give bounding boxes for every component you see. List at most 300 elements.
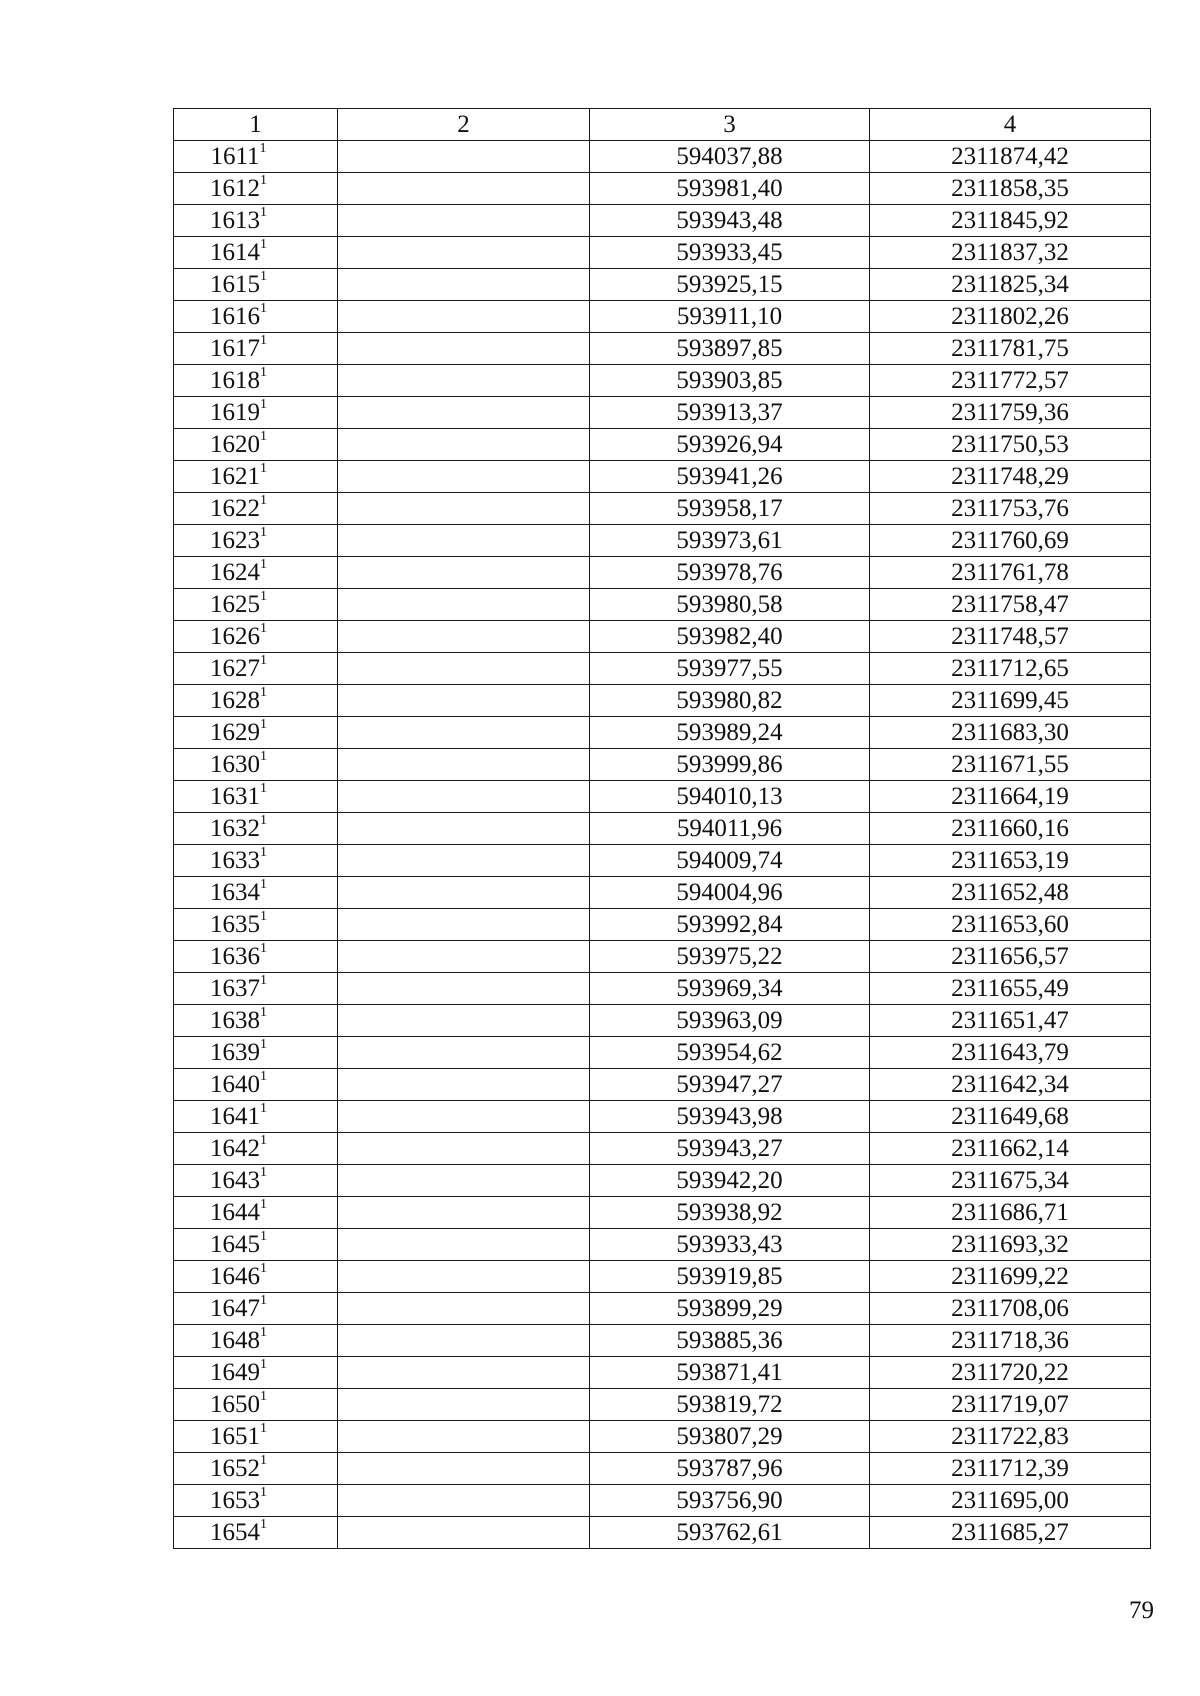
y-coordinate-cell: 2311660,16 (870, 813, 1151, 845)
point-number: 1637 (210, 975, 260, 1002)
point-number: 1623 (210, 527, 260, 554)
column-header-4: 4 (870, 109, 1151, 141)
point-number-cell (174, 493, 338, 525)
point-number-cell (174, 1101, 338, 1133)
x-coordinate-cell: 594011,96 (590, 813, 870, 845)
x-coordinate-cell: 593903,85 (590, 365, 870, 397)
table-row (174, 429, 1151, 461)
point-number: 1649 (210, 1359, 260, 1386)
y-coordinate-cell: 2311653,19 (870, 845, 1151, 877)
point-number-cell (174, 1453, 338, 1485)
x-coordinate-cell: 593992,84 (590, 909, 870, 941)
point-number: 1614 (210, 239, 260, 266)
table-row (174, 845, 1151, 877)
column-2-cell (338, 1069, 590, 1101)
column-2-cell (338, 621, 590, 653)
point-number-cell (174, 653, 338, 685)
x-coordinate-cell: 594010,13 (590, 781, 870, 813)
point-number-cell (174, 589, 338, 621)
x-coordinate-cell: 593919,85 (590, 1261, 870, 1293)
point-number-cell (174, 269, 338, 301)
column-2-cell (338, 1517, 590, 1549)
table-row (174, 1197, 1151, 1229)
point-number: 1647 (210, 1295, 260, 1322)
table-row (174, 653, 1151, 685)
x-coordinate-cell: 593999,86 (590, 749, 870, 781)
column-header-2: 2 (338, 109, 590, 141)
y-coordinate-cell: 2311685,27 (870, 1517, 1151, 1549)
column-2-cell (338, 1453, 590, 1485)
y-coordinate-cell: 2311664,19 (870, 781, 1151, 813)
table-row (174, 173, 1151, 205)
point-number-cell (174, 301, 338, 333)
point-number: 1643 (210, 1167, 260, 1194)
table-row (174, 1261, 1151, 1293)
table-row (174, 1325, 1151, 1357)
x-coordinate-cell: 593897,85 (590, 333, 870, 365)
x-coordinate-cell: 593756,90 (590, 1485, 870, 1517)
column-2-cell (338, 429, 590, 461)
point-number-cell (174, 365, 338, 397)
point-number: 1621 (210, 463, 260, 490)
point-number-superscript: 1 (260, 1228, 267, 1244)
point-number-superscript: 1 (260, 1132, 267, 1148)
point-number-superscript: 1 (260, 396, 267, 412)
x-coordinate-cell: 593943,48 (590, 205, 870, 237)
point-number-superscript: 1 (260, 1356, 267, 1372)
point-number-cell (174, 1069, 338, 1101)
point-number-superscript: 1 (260, 780, 267, 796)
point-number-superscript: 1 (260, 940, 267, 956)
y-coordinate-cell: 2311722,83 (870, 1421, 1151, 1453)
point-number-superscript: 1 (259, 140, 267, 156)
x-coordinate-cell: 593978,76 (590, 557, 870, 589)
column-header-1: 1 (174, 109, 338, 141)
y-coordinate-cell: 2311761,78 (870, 557, 1151, 589)
point-number-cell (174, 1261, 338, 1293)
point-number-cell (174, 237, 338, 269)
point-number-cell (174, 845, 338, 877)
point-number-superscript: 1 (260, 844, 267, 860)
point-number: 1652 (210, 1455, 260, 1482)
table-row (174, 333, 1151, 365)
point-number-cell (174, 781, 338, 813)
point-number-superscript: 1 (260, 300, 267, 316)
point-number: 1645 (210, 1231, 260, 1258)
column-2-cell (338, 1229, 590, 1261)
point-number: 1630 (210, 751, 260, 778)
y-coordinate-cell: 2311712,65 (870, 653, 1151, 685)
point-number-cell (174, 973, 338, 1005)
y-coordinate-cell: 2311753,76 (870, 493, 1151, 525)
point-number-cell (174, 525, 338, 557)
table-row (174, 1101, 1151, 1133)
table-row (174, 1453, 1151, 1485)
column-header-3: 3 (590, 109, 870, 141)
x-coordinate-cell: 593943,98 (590, 1101, 870, 1133)
column-2-cell (338, 205, 590, 237)
y-coordinate-cell: 2311699,45 (870, 685, 1151, 717)
point-number: 1613 (210, 207, 260, 234)
point-number-cell (174, 1325, 338, 1357)
y-coordinate-cell: 2311718,36 (870, 1325, 1151, 1357)
column-2-cell (338, 1357, 590, 1389)
point-number-cell (174, 397, 338, 429)
point-number-cell (174, 461, 338, 493)
point-number: 1631 (210, 783, 260, 810)
x-coordinate-cell: 593977,55 (590, 653, 870, 685)
point-number-superscript: 1 (260, 1100, 267, 1116)
y-coordinate-cell: 2311760,69 (870, 525, 1151, 557)
table-row (174, 1357, 1151, 1389)
table-row (174, 1485, 1151, 1517)
point-number-cell (174, 557, 338, 589)
x-coordinate-cell: 593941,26 (590, 461, 870, 493)
table-header-row (174, 109, 1151, 141)
point-number: 1622 (210, 495, 260, 522)
x-coordinate-cell: 593958,17 (590, 493, 870, 525)
y-coordinate-cell: 2311781,75 (870, 333, 1151, 365)
column-2-cell (338, 365, 590, 397)
point-number: 1653 (210, 1487, 260, 1514)
x-coordinate-cell: 593947,27 (590, 1069, 870, 1101)
x-coordinate-cell: 593942,20 (590, 1165, 870, 1197)
table-row (174, 813, 1151, 845)
point-number: 1654 (210, 1519, 260, 1546)
y-coordinate-cell: 2311655,49 (870, 973, 1151, 1005)
x-coordinate-cell: 593911,10 (590, 301, 870, 333)
point-number: 1625 (210, 591, 260, 618)
table-row (174, 621, 1151, 653)
column-2-cell (338, 781, 590, 813)
table-row (174, 205, 1151, 237)
point-number: 1642 (210, 1135, 260, 1162)
x-coordinate-cell: 593938,92 (590, 1197, 870, 1229)
point-number-cell (174, 685, 338, 717)
point-number-superscript: 1 (260, 556, 267, 572)
table-row (174, 941, 1151, 973)
column-2-cell (338, 1005, 590, 1037)
page-number: 79 (1129, 1597, 1154, 1624)
y-coordinate-cell: 2311837,32 (870, 237, 1151, 269)
y-coordinate-cell: 2311719,07 (870, 1389, 1151, 1421)
column-2-cell (338, 1165, 590, 1197)
point-number-cell (174, 141, 338, 173)
point-number-cell (174, 1133, 338, 1165)
table-row (174, 397, 1151, 429)
point-number-superscript: 1 (260, 908, 267, 924)
point-number-superscript: 1 (260, 1036, 267, 1052)
point-number-cell (174, 1197, 338, 1229)
table-row (174, 909, 1151, 941)
y-coordinate-cell: 2311652,48 (870, 877, 1151, 909)
point-number: 1632 (210, 815, 260, 842)
point-number: 1617 (210, 335, 260, 362)
y-coordinate-cell: 2311802,26 (870, 301, 1151, 333)
table-row (174, 685, 1151, 717)
y-coordinate-cell: 2311693,32 (870, 1229, 1151, 1261)
y-coordinate-cell: 2311772,57 (870, 365, 1151, 397)
column-2-cell (338, 1261, 590, 1293)
table-row (174, 493, 1151, 525)
point-number: 1634 (210, 879, 260, 906)
table-row (174, 1229, 1151, 1261)
column-2-cell (338, 909, 590, 941)
point-number: 1624 (210, 559, 260, 586)
point-number: 1620 (210, 431, 260, 458)
point-number-superscript: 1 (260, 204, 267, 220)
point-number: 1616 (210, 303, 260, 330)
point-number-superscript: 1 (260, 1196, 267, 1212)
x-coordinate-cell: 593933,45 (590, 237, 870, 269)
point-number-superscript: 1 (260, 1484, 267, 1500)
point-number-superscript: 1 (260, 1516, 267, 1532)
y-coordinate-cell: 2311686,71 (870, 1197, 1151, 1229)
table-row (174, 237, 1151, 269)
point-number-superscript: 1 (260, 1388, 267, 1404)
point-number: 1635 (210, 911, 260, 938)
column-2-cell (338, 845, 590, 877)
x-coordinate-cell: 593969,34 (590, 973, 870, 1005)
point-number: 1639 (210, 1039, 260, 1066)
column-2-cell (338, 173, 590, 205)
x-coordinate-cell: 593899,29 (590, 1293, 870, 1325)
column-2-cell (338, 877, 590, 909)
x-coordinate-cell: 593954,62 (590, 1037, 870, 1069)
point-number-superscript: 1 (260, 748, 267, 764)
y-coordinate-cell: 2311720,22 (870, 1357, 1151, 1389)
table-row (174, 1293, 1151, 1325)
point-number: 1633 (210, 847, 260, 874)
y-coordinate-cell: 2311708,06 (870, 1293, 1151, 1325)
x-coordinate-cell: 593973,61 (590, 525, 870, 557)
table-body (174, 141, 1151, 1549)
x-coordinate-cell: 593943,27 (590, 1133, 870, 1165)
table-row (174, 877, 1151, 909)
y-coordinate-cell: 2311748,29 (870, 461, 1151, 493)
x-coordinate-cell: 593787,96 (590, 1453, 870, 1485)
column-2-cell (338, 525, 590, 557)
point-number-superscript: 1 (260, 1260, 267, 1276)
column-2-cell (338, 973, 590, 1005)
point-number: 1648 (210, 1327, 260, 1354)
x-coordinate-cell: 593925,15 (590, 269, 870, 301)
point-number-superscript: 1 (260, 1068, 267, 1084)
point-number-superscript: 1 (260, 1324, 267, 1340)
table-row (174, 1037, 1151, 1069)
column-2-cell (338, 493, 590, 525)
table-row (174, 1133, 1151, 1165)
table-row (174, 461, 1151, 493)
point-number-cell (174, 429, 338, 461)
column-2-cell (338, 301, 590, 333)
point-number: 1651 (210, 1423, 260, 1450)
column-2-cell (338, 141, 590, 173)
x-coordinate-cell: 593933,43 (590, 1229, 870, 1261)
x-coordinate-cell: 593819,72 (590, 1389, 870, 1421)
x-coordinate-cell: 593762,61 (590, 1517, 870, 1549)
point-number-cell (174, 1165, 338, 1197)
column-2-cell (338, 1037, 590, 1069)
x-coordinate-cell: 594009,74 (590, 845, 870, 877)
y-coordinate-cell: 2311642,34 (870, 1069, 1151, 1101)
column-2-cell (338, 941, 590, 973)
column-2-cell (338, 333, 590, 365)
point-number: 1612 (210, 175, 260, 202)
table-row (174, 269, 1151, 301)
x-coordinate-cell: 593981,40 (590, 173, 870, 205)
x-coordinate-cell: 593807,29 (590, 1421, 870, 1453)
point-number-cell (174, 1293, 338, 1325)
point-number-superscript: 1 (260, 812, 267, 828)
table-row (174, 525, 1151, 557)
column-2-cell (338, 1293, 590, 1325)
y-coordinate-cell: 2311858,35 (870, 173, 1151, 205)
column-2-cell (338, 1421, 590, 1453)
point-number-cell (174, 1229, 338, 1261)
point-number-superscript: 1 (260, 364, 267, 380)
point-number-superscript: 1 (260, 492, 267, 508)
column-2-cell (338, 717, 590, 749)
point-number-superscript: 1 (260, 524, 267, 540)
x-coordinate-cell: 593913,37 (590, 397, 870, 429)
point-number: 1629 (210, 719, 260, 746)
point-number-cell (174, 909, 338, 941)
column-2-cell (338, 1197, 590, 1229)
y-coordinate-cell: 2311653,60 (870, 909, 1151, 941)
column-2-cell (338, 237, 590, 269)
point-number: 1615 (210, 271, 260, 298)
x-coordinate-cell: 593975,22 (590, 941, 870, 973)
point-number: 1644 (210, 1199, 260, 1226)
point-number-cell (174, 1005, 338, 1037)
point-number-cell (174, 333, 338, 365)
point-number: 1628 (210, 687, 260, 714)
column-2-cell (338, 749, 590, 781)
point-number: 1618 (210, 367, 260, 394)
y-coordinate-cell: 2311874,42 (870, 141, 1151, 173)
point-number-superscript: 1 (260, 460, 267, 476)
y-coordinate-cell: 2311712,39 (870, 1453, 1151, 1485)
x-coordinate-cell: 593980,58 (590, 589, 870, 621)
column-2-cell (338, 1101, 590, 1133)
point-number-superscript: 1 (260, 1004, 267, 1020)
x-coordinate-cell: 593982,40 (590, 621, 870, 653)
x-coordinate-cell: 593926,94 (590, 429, 870, 461)
point-number-superscript: 1 (260, 1292, 267, 1308)
point-number-superscript: 1 (260, 172, 267, 188)
point-number: 1626 (210, 623, 260, 650)
y-coordinate-cell: 2311825,34 (870, 269, 1151, 301)
y-coordinate-cell: 2311662,14 (870, 1133, 1151, 1165)
point-number-cell (174, 1389, 338, 1421)
table-row (174, 973, 1151, 1005)
point-number-superscript: 1 (260, 972, 267, 988)
column-2-cell (338, 1325, 590, 1357)
table-row (174, 301, 1151, 333)
point-number: 1650 (210, 1391, 260, 1418)
column-2-cell (338, 685, 590, 717)
column-2-cell (338, 1485, 590, 1517)
point-number-superscript: 1 (260, 652, 267, 668)
y-coordinate-cell: 2311643,79 (870, 1037, 1151, 1069)
y-coordinate-cell: 2311671,55 (870, 749, 1151, 781)
y-coordinate-cell: 2311649,68 (870, 1101, 1151, 1133)
point-number: 1619 (210, 399, 260, 426)
point-number-cell (174, 717, 338, 749)
table-row (174, 1421, 1151, 1453)
x-coordinate-cell: 593980,82 (590, 685, 870, 717)
point-number-superscript: 1 (260, 620, 267, 636)
point-number-cell (174, 173, 338, 205)
point-number-cell (174, 205, 338, 237)
y-coordinate-cell: 2311750,53 (870, 429, 1151, 461)
point-number-superscript: 1 (260, 268, 267, 284)
y-coordinate-cell: 2311675,34 (870, 1165, 1151, 1197)
y-coordinate-cell: 2311758,47 (870, 589, 1151, 621)
y-coordinate-cell: 2311695,00 (870, 1485, 1151, 1517)
point-number-cell (174, 1485, 338, 1517)
point-number: 1638 (210, 1007, 260, 1034)
x-coordinate-cell: 593871,41 (590, 1357, 870, 1389)
point-number: 1636 (210, 943, 260, 970)
point-number-superscript: 1 (260, 332, 267, 348)
table-row (174, 781, 1151, 813)
point-number-superscript: 1 (260, 684, 267, 700)
table-row (174, 1389, 1151, 1421)
column-2-cell (338, 813, 590, 845)
table-row (174, 717, 1151, 749)
point-number: 1611 (210, 143, 260, 170)
column-2-cell (338, 557, 590, 589)
column-2-cell (338, 1133, 590, 1165)
table-row (174, 1069, 1151, 1101)
point-number-superscript: 1 (260, 588, 267, 604)
point-number-superscript: 1 (260, 1420, 267, 1436)
table-row (174, 749, 1151, 781)
x-coordinate-cell: 594037,88 (590, 141, 870, 173)
table-row (174, 141, 1151, 173)
point-number-cell (174, 1421, 338, 1453)
y-coordinate-cell: 2311699,22 (870, 1261, 1151, 1293)
y-coordinate-cell: 2311651,47 (870, 1005, 1151, 1037)
y-coordinate-cell: 2311683,30 (870, 717, 1151, 749)
point-number-cell (174, 877, 338, 909)
point-number-superscript: 1 (260, 1452, 267, 1468)
column-2-cell (338, 589, 590, 621)
x-coordinate-cell: 593989,24 (590, 717, 870, 749)
table-row (174, 1165, 1151, 1197)
point-number-cell (174, 941, 338, 973)
column-2-cell (338, 461, 590, 493)
y-coordinate-cell: 2311759,36 (870, 397, 1151, 429)
point-number-superscript: 1 (260, 236, 267, 252)
coordinates-table (173, 108, 1151, 1549)
y-coordinate-cell: 2311748,57 (870, 621, 1151, 653)
column-2-cell (338, 269, 590, 301)
point-number-cell (174, 621, 338, 653)
point-number-superscript: 1 (260, 428, 267, 444)
table-row (174, 589, 1151, 621)
x-coordinate-cell: 593963,09 (590, 1005, 870, 1037)
point-number-cell (174, 1037, 338, 1069)
point-number-cell (174, 1357, 338, 1389)
table-row (174, 1005, 1151, 1037)
table-row (174, 557, 1151, 589)
point-number-cell (174, 749, 338, 781)
table-row (174, 365, 1151, 397)
y-coordinate-cell: 2311845,92 (870, 205, 1151, 237)
